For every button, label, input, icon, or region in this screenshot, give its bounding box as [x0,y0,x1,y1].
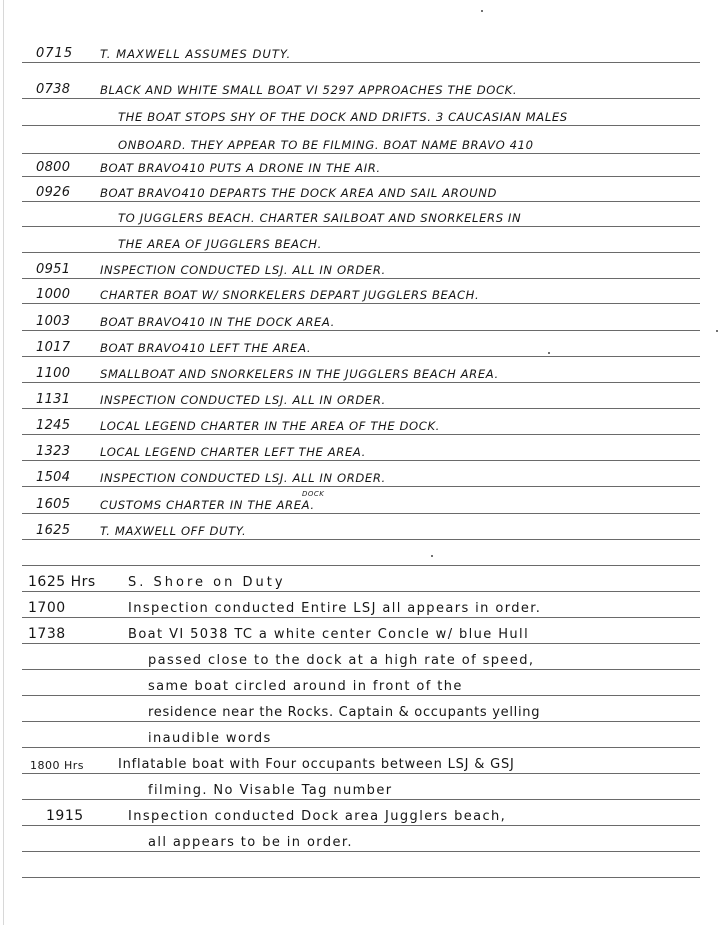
log-line [0,155,728,177]
inserted-word-dock: DOCK [302,490,325,498]
log-text: TO JUGGLERS BEACH. CHARTER SAILBOAT AND SNORKELERS IN [118,211,522,225]
log-text: CUSTOMS CHARTER IN THE AREA. [100,498,315,512]
log-line [0,178,728,202]
log-line [0,40,728,63]
log-line [0,567,728,592]
log-line [0,332,728,357]
log-time: 1003 [36,314,71,329]
log-time: 1323 [36,444,71,459]
log-line [0,515,728,540]
blank-line [0,853,728,878]
log-text: BOAT BRAVO410 LEFT THE AREA. [100,341,312,355]
scan-speck [481,10,483,12]
log-text: THE BOAT STOPS SHY OF THE DOCK AND DRIFTS. 3 CAUCASIAN MALES [118,110,568,124]
ruled-line [22,591,700,592]
log-line [0,775,728,800]
log-text: LOCAL LEGEND CHARTER LEFT THE AREA. [100,445,366,459]
ruled-line [22,252,700,253]
scan-speck [548,352,550,354]
log-line [0,801,728,826]
ruled-line [22,513,700,514]
log-text: residence near the Rocks. Captain & occupants yelling [148,705,541,720]
ruled-line [22,125,700,126]
ruled-line [22,98,700,99]
log-text: THE AREA OF JUGGLERS BEACH. [118,237,322,251]
log-time: 1017 [36,340,71,355]
ruled-line [22,460,700,461]
ruled-line [22,877,700,878]
log-line [0,228,728,253]
log-line [0,827,728,852]
log-text: LOCAL LEGEND CHARTER IN THE AREA OF THE DOCK. [100,419,440,433]
ruled-line [22,303,700,304]
ruled-line [22,695,700,696]
log-time: 1131 [36,392,71,407]
log-text: same boat circled around in front of the [148,679,463,694]
ruled-line [22,539,700,540]
ruled-line [22,408,700,409]
log-text: BOAT BRAVO410 IN THE DOCK AREA. [100,315,335,329]
log-text: all appears to be in order. [148,835,353,850]
log-line [0,254,728,279]
scan-speck [431,555,433,557]
log-time: 1738 [28,626,66,642]
ruled-line [22,382,700,383]
log-line [0,488,728,514]
log-time: 1245 [36,418,71,433]
log-text: S. Shore on Duty [128,575,286,590]
log-line [0,619,728,644]
log-time: 0738 [36,82,71,97]
log-line [0,462,728,487]
ruled-line [22,278,700,279]
log-time: 0926 [36,185,71,200]
log-text: Inspection conducted Dock area Jugglers beach, [128,809,507,824]
ruled-line [22,721,700,722]
ruled-line [22,565,700,566]
log-line [0,723,728,748]
blank-line [0,541,728,566]
log-line [0,358,728,383]
log-time: 0800 [36,160,71,175]
log-line [0,645,728,670]
log-time: 1504 [36,470,71,485]
ruled-line [22,643,700,644]
log-line [0,64,728,99]
log-text: CHARTER BOAT W/ SNORKELERS DEPART JUGGLERS BEACH. [100,288,480,302]
log-line [0,593,728,618]
log-time: 0951 [36,262,71,277]
log-line [0,100,728,126]
ruled-line [22,825,700,826]
log-time: 1100 [36,366,71,381]
log-line [0,671,728,696]
log-time: 1000 [36,287,71,302]
log-text: BLACK AND WHITE SMALL BOAT VI 5297 APPROACHES THE DOCK. [100,83,518,97]
log-text: ONBOARD. THEY APPEAR TO BE FILMING. BOAT NAME BRAVO 410 [118,138,534,152]
ruled-line [22,356,700,357]
log-text: BOAT BRAVO410 DEPARTS THE DOCK AREA AND SAIL AROUND [100,186,497,200]
log-line [0,410,728,435]
ruled-line [22,330,700,331]
ruled-line [22,747,700,748]
log-text: T. MAXWELL ASSUMES DUTY. [100,47,292,61]
log-line [0,280,728,304]
log-text: INSPECTION CONDUCTED LSJ. ALL IN ORDER. [100,393,386,407]
log-text: filming. No Visable Tag number [148,783,393,798]
log-text: BOAT BRAVO410 PUTS A DRONE IN THE AIR. [100,161,381,175]
log-time: 1625 Hrs [28,574,96,590]
log-line [0,305,728,331]
log-line [0,697,728,722]
ruled-line [22,617,700,618]
log-text: Boat VI 5038 TC a white center Concle w/ blue Hull [128,627,530,642]
log-text: inaudible words [148,731,272,746]
log-line [0,749,728,774]
ruled-line [22,851,700,852]
log-text: Inspection conducted Entire LSJ all appears in order. [128,601,542,616]
ruled-line [22,226,700,227]
log-time: 0715 [36,46,74,61]
ruled-line [22,153,700,154]
log-time: 1605 [36,497,71,512]
log-time: 1625 [36,523,71,538]
log-text: SMALLBOAT AND SNORKELERS IN THE JUGGLERS BEACH AREA. [100,367,499,381]
log-text: INSPECTION CONDUCTED LSJ. ALL IN ORDER. [100,263,386,277]
log-text: INSPECTION CONDUCTED LSJ. ALL IN ORDER. [100,471,386,485]
scan-speck [716,330,718,332]
log-text: T. MAXWELL OFF DUTY. [100,524,247,538]
ruled-line [22,434,700,435]
log-text: passed close to the dock at a high rate of speed, [148,653,535,668]
log-time: 1700 [28,600,66,616]
log-text: Inflatable boat with Four occupants between LSJ & GSJ [118,757,515,772]
log-line [0,384,728,409]
ruled-line [22,669,700,670]
ruled-line [22,486,700,487]
log-time: 1800 Hrs [30,759,85,772]
ruled-line [22,176,700,177]
ruled-line [22,773,700,774]
ruled-line [22,201,700,202]
ruled-line [22,799,700,800]
ruled-line [22,62,700,63]
log-line [0,436,728,461]
log-line [0,127,728,154]
log-time: 1915 [46,808,84,824]
log-line [0,203,728,227]
